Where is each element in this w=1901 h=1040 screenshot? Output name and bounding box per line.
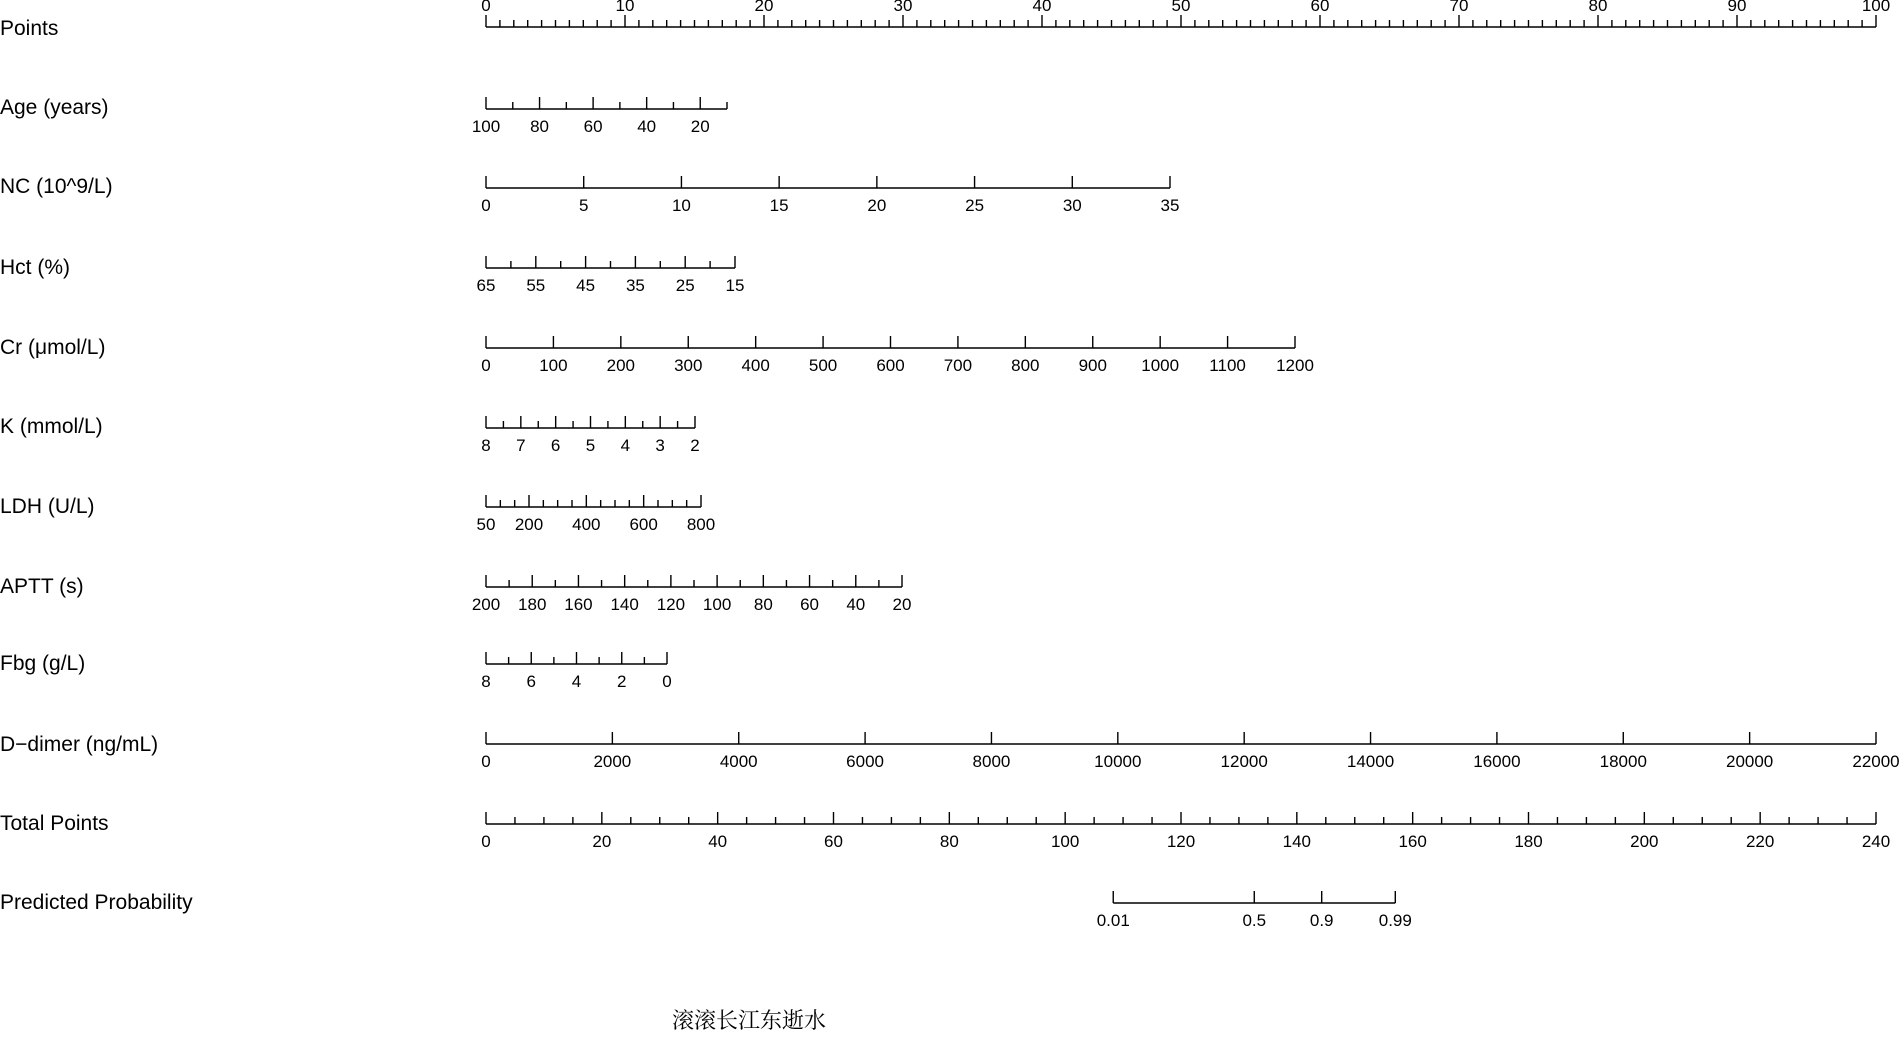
tick-label-d-dimer-ng-ml: 10000	[1094, 752, 1142, 771]
tick-label-cr-mol-l: 1200	[1276, 356, 1314, 375]
row-label-nc-10-9-l: NC (10^9/L)	[0, 175, 113, 198]
tick-label-nc-10-9-l: 5	[578, 196, 589, 215]
tick-label-nc-10-9-l: 0	[481, 196, 491, 215]
tick-label-points: 90	[1727, 0, 1747, 15]
tick-label-d-dimer-ng-ml: 0	[481, 752, 491, 771]
tick-label-total-points: 240	[1861, 832, 1891, 851]
tick-label-total-points: 160	[1398, 832, 1427, 851]
tick-label-d-dimer-ng-ml: 14000	[1346, 752, 1395, 771]
tick-label-hct: 35	[625, 276, 645, 295]
tick-label-cr-mol-l: 100	[539, 356, 568, 375]
row-label-cr-mol-l: Cr (μmol/L)	[0, 336, 106, 359]
tick-label-total-points: 20	[592, 832, 612, 851]
tick-label-aptt-s: 80	[753, 595, 773, 614]
tick-label-k-mmol-l: 3	[655, 436, 665, 455]
tick-label-points: 20	[754, 0, 774, 15]
tick-label-points: 100	[1861, 0, 1891, 15]
tick-label-fbg-g-l: 6	[526, 672, 536, 691]
tick-label-cr-mol-l: 700	[943, 356, 973, 375]
tick-label-aptt-s: 120	[656, 595, 686, 614]
tick-label-aptt-s: 20	[892, 595, 912, 614]
tick-label-fbg-g-l: 4	[571, 672, 582, 691]
tick-label-hct: 45	[576, 276, 596, 295]
tick-label-d-dimer-ng-ml: 2000	[593, 752, 632, 771]
tick-label-cr-mol-l: 1100	[1209, 356, 1246, 375]
tick-label-aptt-s: 180	[518, 595, 547, 614]
row-label-ldh-u-l: LDH (U/L)	[0, 495, 95, 518]
tick-label-nc-10-9-l: 30	[1062, 196, 1082, 215]
row-label-d-dimer-ng-ml: D−dimer (ng/mL)	[0, 733, 159, 756]
tick-label-cr-mol-l: 400	[741, 356, 770, 375]
tick-label-nc-10-9-l: 35	[1160, 196, 1180, 215]
tick-label-predicted-probability: 0.9	[1309, 911, 1334, 930]
tick-label-total-points: 60	[824, 832, 843, 851]
row-label-age-years: Age (years)	[0, 96, 109, 119]
tick-label-nc-10-9-l: 20	[867, 196, 887, 215]
tick-label-total-points: 40	[708, 832, 728, 851]
tick-label-aptt-s: 200	[471, 595, 501, 614]
tick-label-total-points: 120	[1166, 832, 1196, 851]
tick-label-points: 0	[481, 0, 491, 15]
tick-label-d-dimer-ng-ml: 12000	[1220, 752, 1268, 771]
tick-label-age-years: 60	[583, 117, 603, 136]
tick-label-aptt-s: 100	[702, 595, 732, 614]
row-label-total-points: Total Points	[0, 812, 109, 835]
tick-label-aptt-s: 160	[564, 595, 593, 614]
row-label-aptt-s: APTT (s)	[0, 575, 84, 598]
tick-label-fbg-g-l: 0	[662, 672, 672, 691]
tick-label-d-dimer-ng-ml: 22000	[1852, 752, 1900, 771]
tick-label-nc-10-9-l: 10	[671, 196, 691, 215]
tick-label-k-mmol-l: 4	[620, 436, 631, 455]
tick-label-fbg-g-l: 8	[481, 672, 491, 691]
tick-label-ldh-u-l: 200	[514, 515, 544, 534]
tick-label-k-mmol-l: 7	[516, 436, 526, 455]
tick-label-aptt-s: 140	[610, 595, 639, 614]
tick-label-points: 50	[1171, 0, 1191, 15]
tick-label-d-dimer-ng-ml: 8000	[972, 752, 1011, 771]
tick-label-d-dimer-ng-ml: 20000	[1725, 752, 1774, 771]
tick-label-hct: 65	[476, 276, 496, 295]
row-label-hct: Hct (%)	[0, 256, 70, 279]
tick-label-predicted-probability: 0.5	[1242, 911, 1267, 930]
tick-label-age-years: 80	[530, 117, 550, 136]
tick-label-points: 40	[1032, 0, 1052, 15]
tick-label-points: 60	[1310, 0, 1330, 15]
tick-label-cr-mol-l: 200	[606, 356, 636, 375]
tick-label-age-years: 100	[471, 117, 501, 136]
tick-label-cr-mol-l: 800	[1011, 356, 1040, 375]
tick-label-points: 80	[1588, 0, 1608, 15]
tick-label-fbg-g-l: 2	[617, 672, 627, 691]
tick-label-nc-10-9-l: 25	[965, 196, 985, 215]
tick-label-total-points: 100	[1050, 832, 1080, 851]
tick-label-age-years: 40	[637, 117, 657, 136]
tick-label-total-points: 140	[1282, 832, 1312, 851]
tick-label-total-points: 180	[1514, 832, 1543, 851]
tick-label-d-dimer-ng-ml: 4000	[719, 752, 758, 771]
tick-label-total-points: 0	[481, 832, 491, 851]
row-label-fbg-g-l: Fbg (g/L)	[0, 652, 86, 675]
tick-label-ldh-u-l: 50	[476, 515, 496, 534]
tick-label-cr-mol-l: 0	[481, 356, 491, 375]
tick-label-k-mmol-l: 5	[585, 436, 596, 455]
tick-label-points: 30	[893, 0, 913, 15]
tick-label-aptt-s: 40	[846, 595, 866, 614]
tick-label-ldh-u-l: 400	[572, 515, 601, 534]
row-label-predicted-probability: Predicted Probability	[0, 891, 193, 914]
tick-label-cr-mol-l: 300	[674, 356, 703, 375]
tick-label-nc-10-9-l: 15	[769, 196, 789, 215]
tick-label-age-years: 20	[690, 117, 710, 136]
tick-label-hct: 25	[675, 276, 695, 295]
tick-label-total-points: 80	[939, 832, 959, 851]
tick-label-points: 70	[1449, 0, 1469, 15]
tick-label-d-dimer-ng-ml: 6000	[846, 752, 885, 771]
tick-label-predicted-probability: 0.01	[1096, 911, 1130, 930]
tick-label-cr-mol-l: 900	[1078, 356, 1107, 375]
tick-label-ldh-u-l: 800	[686, 515, 716, 534]
tick-label-k-mmol-l: 6	[550, 436, 561, 455]
tick-label-d-dimer-ng-ml: 16000	[1473, 752, 1521, 771]
tick-label-k-mmol-l: 2	[690, 436, 700, 455]
tick-label-ldh-u-l: 600	[629, 515, 658, 534]
tick-label-cr-mol-l: 500	[808, 356, 838, 375]
tick-label-total-points: 200	[1630, 832, 1659, 851]
tick-label-cr-mol-l: 600	[876, 356, 905, 375]
tick-label-total-points: 220	[1745, 832, 1775, 851]
tick-label-d-dimer-ng-ml: 18000	[1599, 752, 1647, 771]
tick-label-hct: 55	[526, 276, 546, 295]
tick-label-cr-mol-l: 1000	[1141, 356, 1180, 375]
row-label-points: Points	[0, 17, 59, 40]
tick-label-predicted-probability: 0.99	[1378, 911, 1412, 930]
row-label-k-mmol-l: K (mmol/L)	[0, 415, 103, 438]
watermark-text: 滚滚长江东逝水	[672, 1009, 827, 1034]
tick-label-hct: 15	[725, 276, 745, 295]
tick-label-k-mmol-l: 8	[481, 436, 491, 455]
tick-label-aptt-s: 60	[800, 595, 820, 614]
tick-label-points: 10	[615, 0, 635, 15]
